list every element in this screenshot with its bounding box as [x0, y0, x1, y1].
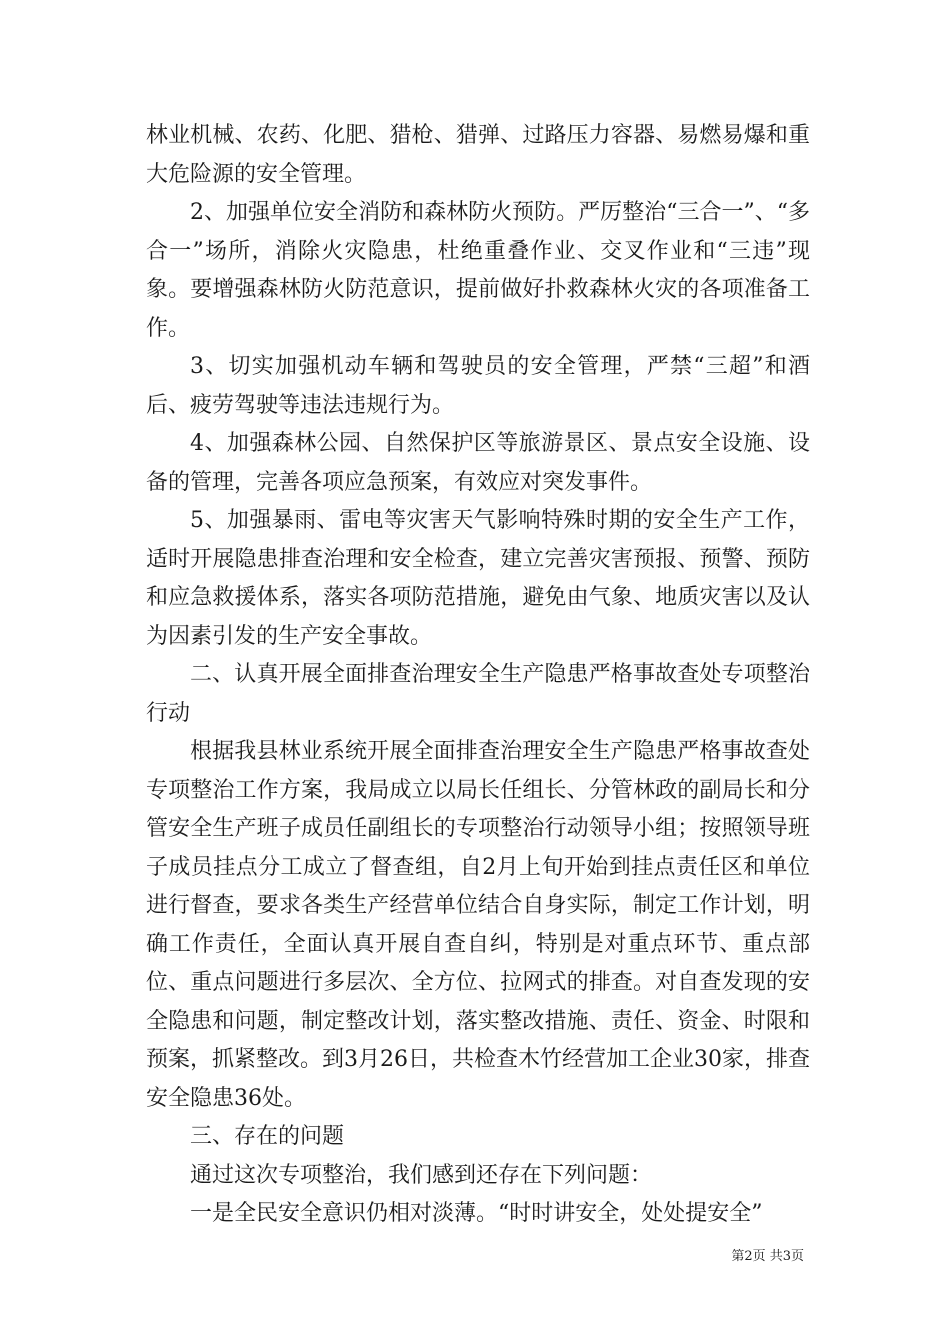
paragraph-item-4: 4、加强森林公园、自然保护区等旅游景区、景点安全设施、设备的管理，完善各项应急预案，有效应对突发事件。: [146, 431, 810, 495]
paragraph-item-3: 3、切实加强机动车辆和驾驶员的安全管理，严禁“三超”和酒后、疲劳驾驶等违法违规行为。: [146, 354, 810, 418]
paragraph-item-5: 5、加强暴雨、雷电等灾害天气影响特殊时期的安全生产工作，适时开展隐患排查治理和安全检查，建立完善灾害预报、预警、预防和应急救援体系，落实各项防范措施，避免由气象、地质灾害以及认为因素引发的生产安全事故。: [146, 508, 810, 649]
page-number: 第2页 共3页: [731, 1249, 804, 1264]
section-heading-2: 二、认真开展全面排查治理安全生产隐患严格事故查处专项整治行动: [146, 662, 810, 726]
paragraph-item-2: 2、加强单位安全消防和森林防火预防。严厉整治“三合一”、“多合一”场所，消除火灾隐患，杜绝重叠作业、交叉作业和“三违”现象。要增强森林防火防范意识，提前做好扑救森林火灾的各项准备工作。: [146, 200, 810, 341]
paragraph-problems-intro: 通过这次专项整治，我们感到还存在下列问题：: [190, 1162, 653, 1188]
paragraph-continuation: 林业机械、农药、化肥、猎枪、猎弹、过路压力容器、易燃易爆和重大危险源的安全管理。: [146, 123, 810, 187]
section-heading-3: 三、存在的问题: [190, 1124, 345, 1149]
document-body: [146, 117, 810, 1234]
paragraph-section-2-body: 根据我县林业系统开展全面排查治理安全生产隐患严格事故查处专项整治工作方案，我局成立以局长任组长、分管林政的副局长和分管安全生产班子成员任副组长的专项整治行动领导小组；按照领导班子成员挂点分工成立了督查组，自2月上旬开始到挂点责任区和单位进行督查，要求各类生产经营单位结合自身实际，制定工作计划，明确工作责任，全面认真开展自查自纠，特别是对重点环节、重点部位、重点问题进行多层次、全方位、拉网式的排查。对自查发现的安全隐患和问题，制定整改计划，落实整改措施、责任、资金、时限和预案，抓紧整改。到3月26日，共检查木竹经营加工企业30家，排查安全隐患36处。: [146, 739, 810, 1111]
paragraph-problem-1: 一是全民安全意识仍相对淡薄。“时时讲安全，处处提安全”: [190, 1201, 763, 1226]
